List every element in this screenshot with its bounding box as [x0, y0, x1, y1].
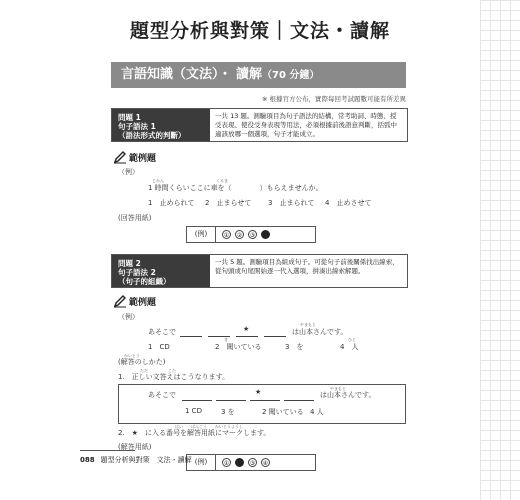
- q2-option: 1 CD: [148, 343, 170, 351]
- ruby-text: こた: [168, 368, 176, 373]
- ruby-text: はい ばんごう かいとうようし: [175, 424, 243, 429]
- answer-blank-star: [236, 336, 258, 337]
- ruby-text: ひと: [348, 337, 356, 342]
- box-option: 4 人: [310, 408, 324, 416]
- pencil-icon: [113, 294, 127, 308]
- box-blank: [216, 400, 246, 401]
- q1-option: 2 止まらせて: [205, 199, 252, 207]
- ruby-text: やまもと: [330, 386, 346, 391]
- q1-sentence: 1 時間くらいここに車を（ ）もらえませんか。: [148, 184, 323, 192]
- q2-label-line: （句子的組織）: [118, 277, 171, 286]
- box-star: ★: [255, 388, 262, 396]
- q1-option: 1 止められて: [148, 199, 195, 207]
- answer-bubble-filled: [235, 458, 244, 467]
- q2-option: 2 聞いている: [215, 343, 262, 351]
- example-title: 範例題: [129, 297, 157, 308]
- footer-rule: [80, 450, 135, 451]
- box-option: 3 を: [221, 408, 235, 416]
- question-2-box: [111, 254, 408, 288]
- answer-sheet-label: (回答用紙): [118, 214, 152, 222]
- q1-label-line: （語法形式的判斷）: [118, 131, 186, 140]
- answer-sheet-1: [186, 226, 316, 243]
- star-mark: ★: [243, 325, 250, 333]
- q2-sentence-start: あそこで: [148, 328, 176, 336]
- q1-label-line: 問題 1: [118, 113, 141, 122]
- answer-bubble: ①: [223, 460, 230, 467]
- answer-blank: [264, 336, 286, 337]
- answer-rei: (例): [187, 227, 216, 242]
- question-1-box: [111, 108, 408, 142]
- question-2-label: [112, 255, 210, 287]
- ruby-text: くるま: [216, 178, 228, 183]
- answer-rei: (例): [187, 455, 216, 470]
- answer-sheet-label: (解答用紙): [118, 443, 152, 451]
- ruby-text: じかん: [152, 178, 164, 183]
- q2-option: 4 人: [340, 343, 359, 351]
- example-rei: （例）: [118, 313, 139, 321]
- ruby-text: ただ: [140, 368, 148, 373]
- ruby-text: き: [224, 337, 228, 342]
- page-title: 題型分析與對策｜文法・讀解: [129, 20, 390, 42]
- question-1-description: 一共 13 題。測驗項目為句子語法的結構，常考助詞、時態、授受表現、使役受身表現等用法，必須根據前後語意判斷，括弧中適該放哪一個選項，句子才能成立。: [215, 112, 397, 138]
- box-sentence-end: は山本さんです。: [320, 391, 376, 399]
- box-option: 1 CD: [185, 407, 202, 415]
- pencil-icon: [113, 150, 127, 164]
- q2-label-line: 問題 2: [118, 259, 141, 268]
- step-2: 2. ★ に入る番号を解答用紙にマークします。: [118, 429, 271, 437]
- example-1-heading: [113, 150, 156, 164]
- q2-label-line: 句子語法 2: [118, 268, 156, 277]
- q1-label-line: 句子語法 1: [118, 122, 156, 131]
- answer-bubble: ④: [262, 460, 269, 467]
- section-time: （70 分鐘）: [262, 70, 320, 81]
- howto-label: (解答のしかた): [118, 358, 166, 366]
- answer-sheet-2: [186, 454, 316, 471]
- q1-option: 3 止まられて: [268, 199, 315, 207]
- answer-bubble: ③: [249, 460, 256, 467]
- answer-blank: [180, 336, 202, 337]
- q1-option: 4 止めさせて: [325, 199, 372, 207]
- answer-bubble: ①: [223, 232, 230, 239]
- q2-sentence-end: は山本さんです。: [292, 328, 348, 336]
- box-sentence-start: あそこで: [148, 391, 176, 399]
- grid-background: [480, 0, 520, 500]
- section-bar: [111, 62, 406, 88]
- q2-option: 3 を: [285, 343, 304, 351]
- question-2-description: 一共 5 題。測驗項目為組成句子。可從句子前後關係找出線索，從句頭或句尾開始逐一代入選項，拼湊出線索解題。: [215, 258, 399, 275]
- section-title: 言語知識（文法）・ 讀解: [121, 67, 263, 82]
- page-number: 088: [80, 456, 95, 464]
- ruby-text: やまもと: [300, 322, 316, 327]
- disclaimer-note: ※ 根據官方公布，實際每回考試題數可能有所差異: [261, 95, 406, 103]
- ruby-text: かいとう: [124, 353, 140, 358]
- box-blank: [182, 400, 212, 401]
- answer-bubble-filled: [261, 230, 270, 239]
- answer-bubble: ③: [249, 232, 256, 239]
- answer-bubble: ②: [236, 232, 243, 239]
- box-blank: [284, 400, 314, 401]
- box-option: 2 聞いている: [262, 408, 304, 416]
- box-blank-star: [250, 400, 280, 401]
- question-1-label: [112, 109, 210, 141]
- example-title: 範例題: [129, 153, 157, 164]
- footer: [80, 455, 192, 465]
- example-rei: （例）: [118, 168, 139, 176]
- example-2-heading: [113, 294, 156, 308]
- step-1: 1. 正しい文答えはこうなります。: [118, 373, 230, 381]
- footer-text: 題型分析與對策 文法・讀解: [100, 456, 192, 464]
